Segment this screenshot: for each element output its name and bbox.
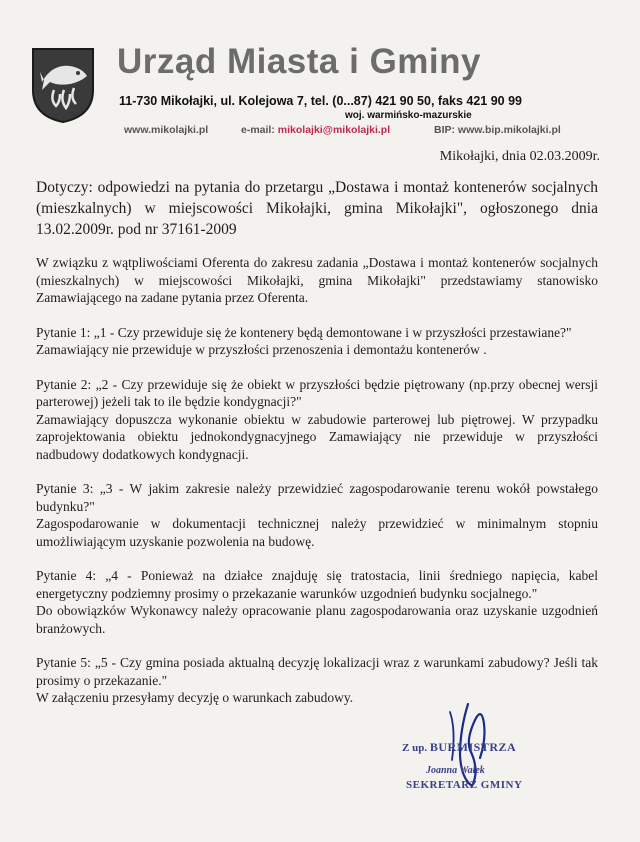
qa-item-4 (36, 567, 598, 637)
bip-contact (434, 124, 561, 136)
email-contact (241, 124, 390, 136)
subject-line: Dotyczy: odpowiedzi na pytania do przetargu „Dostawa i montaż kontenerów socjalnych (mieszkalnych) w miejscowości Mikołajki, gmina Mikołajki", ogłoszonego dnia 13.02.2009r. pod nr 37161-2009 (36, 179, 598, 238)
document-date: Mikołajki, dnia 02.03.2009r. (439, 149, 600, 164)
qa-item-5 (36, 654, 598, 707)
signature-role: BURMISTRZA (429, 740, 517, 754)
letter-body (36, 254, 598, 724)
answer-2: Zamawiający dopuszcza wykonanie obiektu w zabudowie parterowej lub piętrowej. W przypadku zaprojektowania obiektu jednokondygnacyjnego Zamawiający nie przewiduje w przyszłości nadbudowy dodatkowych kondygnacji. (36, 411, 598, 462)
signatory-name: Joanna Wałek (426, 765, 485, 776)
answer-4: Do obowiązków Wykonawcy należy opracowanie planu zagospodarowania oraz uzyskanie uzgodnień branżowych. (36, 603, 598, 636)
question-3: Pytanie 3: „3 - W jakim zakresie należy przewidzieć zagospodarowanie terenu wokół powstałego budynku?" (36, 481, 598, 514)
website-link[interactable]: www.mikolajki.pl (124, 124, 209, 136)
answer-5: W załączeniu przesyłamy decyzję o warunkach zabudowy. (36, 690, 354, 705)
bip-label: BIP: (434, 124, 455, 136)
bip-link[interactable]: www.bip.mikolajki.pl (457, 124, 561, 136)
question-5: Pytanie 5: „5 - Czy gmina posiada aktualną decyzję lokalizacji wraz z warunkami zabudowy? Jeśli tak prosimy o przekazanie." (36, 655, 598, 688)
coat-of-arms-fish-icon (30, 46, 96, 124)
office-region: woj. warmińsko-mazurskie (345, 110, 472, 121)
intro-paragraph: W związku z wątpliwościami Oferenta do zakresu zadania „Dostawa i montaż kontenerów socjalnych (mieszkalnych) w miejscowości Mikołajki, gmina Mikołajki" przedstawiamy stanowisko Zamawiającego na zadane pytania przez Oferenta. (36, 255, 598, 305)
answer-3: Zagospodarowanie w dokumentacji technicznej należy przewidzieć w minimalnym stopniu umożliwiającym uzyskanie pozwolenia na budowę. (36, 516, 598, 549)
qa-item-2 (36, 376, 598, 464)
signature-role-line (402, 740, 516, 755)
signatory-title: SEKRETARZ GMINY (406, 779, 523, 791)
question-1: Pytanie 1: „1 - Czy przewiduje się że kontenery będą demontowane i w przyszłości przestawiane?" (36, 324, 572, 340)
office-name: Urząd Miasta i Gminy (117, 42, 481, 81)
letterhead (0, 0, 640, 140)
qa-item-1 (36, 324, 598, 359)
email-link[interactable]: mikolajki@mikolajki.pl (277, 124, 391, 136)
email-label: e-mail: (241, 124, 275, 136)
signature-prefix: Z up. (402, 742, 428, 754)
signature-stamp (380, 700, 580, 810)
qa-item-3 (36, 480, 598, 550)
question-2: Pytanie 2: „2 - Czy przewiduje się że obiekt w przyszłości będzie piętrowany (np.przy obecnej wersji parterowej) jeżeli tak to ile będzie kondygnacji?" (36, 376, 598, 409)
question-4: Pytanie 4: „4 - Ponieważ na działce znajduję się tratostacia, linii średniego napięcia, kabel energetyczny podziemny prosimy o przekazanie warunków uzgodnień budynku socjalnego." (36, 568, 598, 601)
answer-1: Zamawiający nie przewiduje w przyszłości przenoszenia i demontażu kontenerów . (36, 342, 487, 357)
office-address: 11-730 Mikołajki, ul. Kolejowa 7, tel. (0...87) 421 90 50, faks 421 90 99 (119, 94, 523, 108)
